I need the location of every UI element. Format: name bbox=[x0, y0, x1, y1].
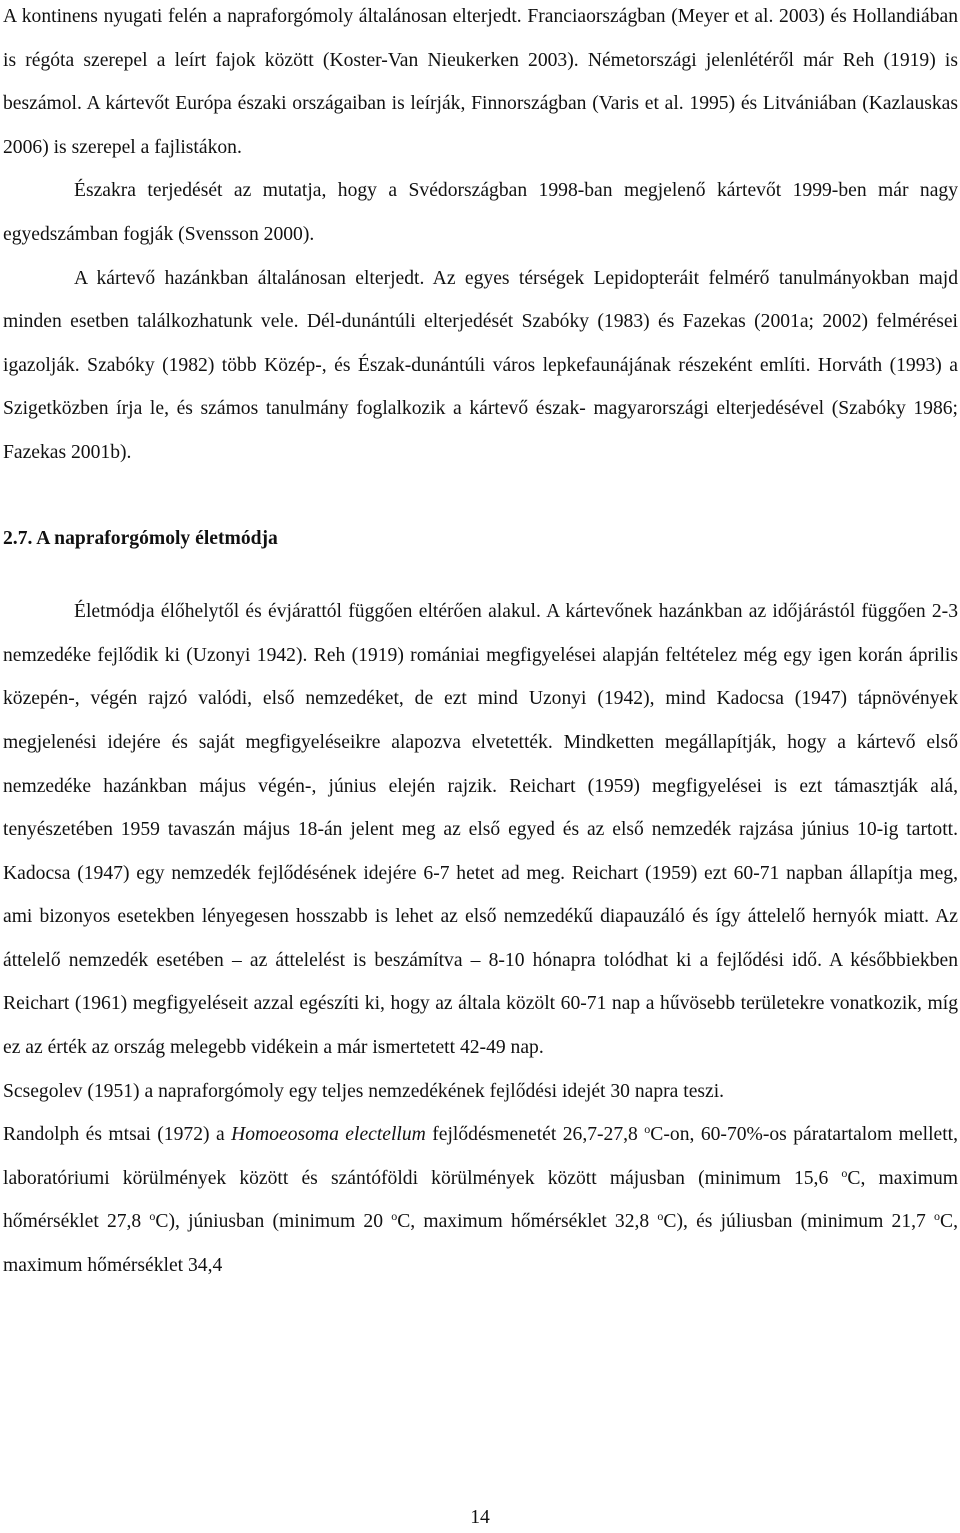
document-page bbox=[3, 0, 958, 1288]
degree-mark: o bbox=[644, 1122, 651, 1137]
paragraph-northern-spread: Északra terjedését az mutatja, hogy a Svédországban 1998-ban megjelenő kártevőt 1999-ben már nagy egyedszámban fogják (Svensson 2000). bbox=[3, 180, 958, 245]
section-heading: 2.7. A napraforgómoly életmódja bbox=[3, 527, 278, 549]
species-name: Homoeosoma electellum bbox=[231, 1124, 426, 1146]
text-run: C-on, 60-70%-os páratartalom mellett, laboratóriumi körülmények között és szántóföldi körülmények között májusban (minimum 15,6 bbox=[3, 1124, 958, 1189]
paragraph-scsegolev: Scsegolev (1951) a napraforgómoly egy teljes nemzedékének fejlődési idejét 30 napra teszi. bbox=[3, 1080, 725, 1102]
text-run: C, maximum hőmérséklet 27,8 bbox=[3, 1167, 959, 1233]
text-run: Randolph és mtsai (1972) a bbox=[3, 1124, 232, 1146]
paragraph-distribution-europe: A kontinens nyugati felén a napraforgómoly általánosan elterjedt. Franciaországban (Meyer et al. 2003) és Hollandiában is régóta szerepel a leírt fajok között (Koster-Van Nieukerken 2003). Németországi jelenlétéről már Reh (1919) is beszámol. A kártevőt Európa északi országaiban is leírják, Finnországban (Varis et al. 1995) és Litvániában (Kazlauskas 2006) is szerepel a fajlistákon. bbox=[3, 6, 958, 158]
text-run: C, maximum hőmérséklet 32,8 bbox=[397, 1211, 658, 1233]
degree-mark: o bbox=[841, 1165, 848, 1180]
degree-mark: o bbox=[391, 1209, 398, 1224]
text-run: fejlődésmenetét 26,7-27,8 bbox=[425, 1124, 645, 1146]
paragraph-randolph bbox=[3, 1113, 958, 1287]
text-run: C, maximum hőmérséklet 34,4 bbox=[3, 1211, 958, 1277]
degree-mark: o bbox=[657, 1209, 664, 1224]
paragraph-hungary-distribution: A kártevő hazánkban általánosan elterjedt. Az egyes térségek Lepidopteráit felmérő tanulmányokban majd minden esetben találkozhatunk vele. Dél-dunántúli elterjedését Szabóky (1983) és Fazekas (2001a; 2002) felmérései igazolják. Szabóky (1982) több Közép-, és Észak-dunántúli város lepkefaunájának részeként említi. Horváth (1993) a Szigetközben írja le, és számos tanulmány foglalkozik a kártevő észak- magyarországi elterjedésével (Szabóky 1986; Fazekas 2001b). bbox=[3, 267, 958, 463]
text-run: C), júniusban (minimum 20 bbox=[155, 1211, 392, 1233]
degree-mark: o bbox=[934, 1209, 941, 1224]
page-number: 14 bbox=[470, 1507, 490, 1528]
paragraph-life-cycle: Életmódja élőhelytől és évjárattól függően eltérően alakul. A kártevőnek hazánkban az időjárástól függően 2-3 nemzedéke fejlődik ki (Uzonyi 1942). Reh (1919) romániai megfigyelései alapján feltételez még egy igen korán április közepén-, végén rajzó valódi, első nemzedéket, de ezt mind Uzonyi (1942), mind Kadocsa (1947) tápnövények megjelenési idejére és saját megfigyeléseikre alapozva elvetették. Mindketten megállapítják, hogy a kártevő első nemzedéke hazánkban május végén-, június elején rajzik. Reichart (1959) megfigyelései is ezt támasztják alá, tenyészetében 1959 tavaszán május 18-án jelent meg az első egyed és az első nemzedék rajzása június 10-ig tartott. Kadocsa (1947) egy nemzedék fejlődésének idejére 6-7 hetet ad meg. Reichart (1959) ezt 60-71 napban állapítja meg, ami bizonyos esetekben lényegesen hosszabb is lehet az első nemzedékű diapauzáló és így áttelelő hernyók miatt. Az áttelelő nemzedék esetében – az áttelelést is beszámítva – 8-10 hónapra tolódhat ki a fejlődési idő. A későbbiekben Reichart (1961) megfigyeléseit azzal egészíti ki, hogy az általa közölt 60-71 nap a hűvösebb területekre vonatkozik, míg ez az érték az ország melegebb vidékein a már ismertetett 42-49 nap. bbox=[3, 601, 958, 1059]
degree-mark: o bbox=[149, 1209, 156, 1224]
text-run: C), és júliusban (minimum 21,7 bbox=[663, 1211, 935, 1233]
